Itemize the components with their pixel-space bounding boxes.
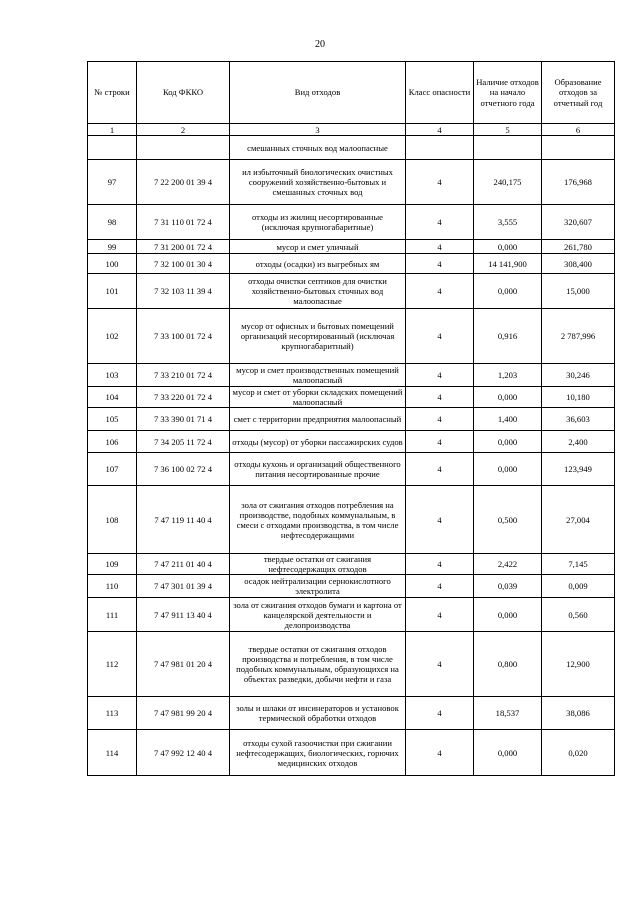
row-number: 107 — [88, 453, 137, 486]
generated-amount: 10,180 — [542, 387, 615, 408]
start-amount: 0,916 — [474, 309, 542, 364]
table-row — [88, 554, 615, 575]
start-amount: 1,203 — [474, 364, 542, 387]
row-number: 110 — [88, 575, 137, 598]
waste-type: зола от сжигания отходов потребления на производстве, подобных коммунальным, в смеси с отходами производства, в том числе нефтесодержащими — [230, 486, 406, 554]
start-amount: 0,000 — [474, 730, 542, 776]
column-number-row — [88, 124, 615, 136]
hazard-class: 4 — [406, 254, 474, 274]
row-number: 98 — [88, 205, 137, 240]
fkko-code: 7 34 205 11 72 4 — [137, 431, 230, 453]
fkko-code: 7 32 100 01 30 4 — [137, 254, 230, 274]
start-amount: 0,000 — [474, 240, 542, 254]
generated-amount: 2,400 — [542, 431, 615, 453]
start-amount: 2,422 — [474, 554, 542, 575]
fkko-code: 7 33 390 01 71 4 — [137, 408, 230, 431]
waste-type: твердые остатки от сжигания нефтесодержащих отходов — [230, 554, 406, 575]
generated-amount: 320,607 — [542, 205, 615, 240]
row-number: 104 — [88, 387, 137, 408]
hazard-class: 4 — [406, 431, 474, 453]
start-amount: 0,000 — [474, 453, 542, 486]
hazard-class — [406, 136, 474, 160]
generated-amount: 261,780 — [542, 240, 615, 254]
table-row — [88, 136, 615, 160]
fkko-code: 7 31 110 01 72 4 — [137, 205, 230, 240]
hazard-class: 4 — [406, 309, 474, 364]
hazard-class: 4 — [406, 632, 474, 697]
waste-table — [87, 61, 615, 776]
generated-amount: 123,949 — [542, 453, 615, 486]
fkko-code: 7 33 100 01 72 4 — [137, 309, 230, 364]
table-row — [88, 632, 615, 697]
table-row — [88, 364, 615, 387]
row-number — [88, 136, 137, 160]
start-amount: 3,555 — [474, 205, 542, 240]
row-number: 97 — [88, 160, 137, 205]
waste-type: отходы из жилищ несортированные (исключая крупногабаритные) — [230, 205, 406, 240]
generated-amount: 27,004 — [542, 486, 615, 554]
hazard-class: 4 — [406, 205, 474, 240]
hazard-class: 4 — [406, 408, 474, 431]
hazard-class: 4 — [406, 240, 474, 254]
waste-type: отходы (осадки) из выгребных ям — [230, 254, 406, 274]
table-row — [88, 205, 615, 240]
row-number: 100 — [88, 254, 137, 274]
column-number: 3 — [230, 124, 406, 136]
generated-amount: 38,086 — [542, 697, 615, 730]
generated-amount: 2 787,996 — [542, 309, 615, 364]
waste-type: смешанных сточных вод малоопасные — [230, 136, 406, 160]
hazard-class: 4 — [406, 554, 474, 575]
generated-amount: 36,603 — [542, 408, 615, 431]
row-number: 101 — [88, 274, 137, 309]
table-row — [88, 486, 615, 554]
table-body — [88, 136, 615, 776]
table-row — [88, 408, 615, 431]
hazard-class: 4 — [406, 160, 474, 205]
fkko-code: 7 47 992 12 40 4 — [137, 730, 230, 776]
generated-amount: 0,560 — [542, 598, 615, 632]
generated-amount: 0,009 — [542, 575, 615, 598]
table-row — [88, 274, 615, 309]
start-amount: 0,000 — [474, 431, 542, 453]
start-amount: 14 141,900 — [474, 254, 542, 274]
hazard-class: 4 — [406, 387, 474, 408]
table-row — [88, 254, 615, 274]
column-number: 2 — [137, 124, 230, 136]
table-row — [88, 453, 615, 486]
row-number: 111 — [88, 598, 137, 632]
fkko-code: 7 47 981 01 20 4 — [137, 632, 230, 697]
table-row — [88, 160, 615, 205]
waste-type: мусор от офисных и бытовых помещений организаций несортированный (исключая крупногабаритный) — [230, 309, 406, 364]
generated-amount: 30,246 — [542, 364, 615, 387]
fkko-code: 7 47 301 01 39 4 — [137, 575, 230, 598]
hazard-class: 4 — [406, 697, 474, 730]
fkko-code: 7 22 200 01 39 4 — [137, 160, 230, 205]
waste-type: смет с территории предприятия малоопасный — [230, 408, 406, 431]
row-number: 108 — [88, 486, 137, 554]
table-row — [88, 309, 615, 364]
waste-type: осадок нейтрализации сернокислотного электролита — [230, 575, 406, 598]
hazard-class: 4 — [406, 575, 474, 598]
header-waste-type: Вид отходов — [230, 62, 406, 124]
start-amount: 0,500 — [474, 486, 542, 554]
table-row — [88, 240, 615, 254]
row-number: 102 — [88, 309, 137, 364]
hazard-class: 4 — [406, 364, 474, 387]
generated-amount: 0,020 — [542, 730, 615, 776]
fkko-code: 7 32 103 11 39 4 — [137, 274, 230, 309]
row-number: 103 — [88, 364, 137, 387]
start-amount: 1,400 — [474, 408, 542, 431]
table-row — [88, 730, 615, 776]
start-amount: 0,800 — [474, 632, 542, 697]
generated-amount: 7,145 — [542, 554, 615, 575]
table-row — [88, 387, 615, 408]
generated-amount: 12,900 — [542, 632, 615, 697]
start-amount: 0,000 — [474, 274, 542, 309]
hazard-class: 4 — [406, 598, 474, 632]
header-fkko-code: Код ФККО — [137, 62, 230, 124]
row-number: 109 — [88, 554, 137, 575]
generated-amount: 176,968 — [542, 160, 615, 205]
fkko-code: 7 31 200 01 72 4 — [137, 240, 230, 254]
row-number: 106 — [88, 431, 137, 453]
start-amount: 0,000 — [474, 598, 542, 632]
start-amount: 0,000 — [474, 387, 542, 408]
table-row — [88, 575, 615, 598]
waste-type: мусор и смет от уборки складских помещений малоопасный — [230, 387, 406, 408]
header-hazard-class: Класс опасности — [406, 62, 474, 124]
start-amount: 18,537 — [474, 697, 542, 730]
generated-amount — [542, 136, 615, 160]
waste-type: золы и шлаки от инсинераторов и установок термической обработки отходов — [230, 697, 406, 730]
column-number: 1 — [88, 124, 137, 136]
waste-type: отходы сухой газоочистки при сжигании нефтесодержащих, биологических, горючих медицинских отходов — [230, 730, 406, 776]
waste-type: ил избыточный биологических очистных сооружений хозяйственно-бытовых и смешанных сточных вод — [230, 160, 406, 205]
column-number: 4 — [406, 124, 474, 136]
waste-type: мусор и смет уличный — [230, 240, 406, 254]
start-amount — [474, 136, 542, 160]
fkko-code: 7 47 119 11 40 4 — [137, 486, 230, 554]
waste-type: мусор и смет производственных помещений малоопасный — [230, 364, 406, 387]
row-number: 114 — [88, 730, 137, 776]
fkko-code: 7 47 911 13 40 4 — [137, 598, 230, 632]
fkko-code: 7 36 100 02 72 4 — [137, 453, 230, 486]
table-row — [88, 431, 615, 453]
waste-type: твердые остатки от сжигания отходов производства и потребления, в том числе подобных коммунальным, образующихся на объектах разведки, добычи нефти и газа — [230, 632, 406, 697]
waste-type: отходы кухонь и организаций общественного питания несортированные прочие — [230, 453, 406, 486]
row-number: 112 — [88, 632, 137, 697]
header-start-amount: Наличие отходов на начало отчетного года — [474, 62, 542, 124]
generated-amount: 15,000 — [542, 274, 615, 309]
hazard-class: 4 — [406, 730, 474, 776]
hazard-class: 4 — [406, 486, 474, 554]
start-amount: 0,039 — [474, 575, 542, 598]
column-number: 6 — [542, 124, 615, 136]
row-number: 99 — [88, 240, 137, 254]
waste-type: отходы (мусор) от уборки пассажирских судов — [230, 431, 406, 453]
header-generated: Образование отходов за отчетный год — [542, 62, 615, 124]
header-row-no: № строки — [88, 62, 137, 124]
fkko-code: 7 33 220 01 72 4 — [137, 387, 230, 408]
hazard-class: 4 — [406, 453, 474, 486]
row-number: 113 — [88, 697, 137, 730]
fkko-code: 7 33 210 01 72 4 — [137, 364, 230, 387]
row-number: 105 — [88, 408, 137, 431]
header-row — [88, 62, 615, 124]
fkko-code: 7 47 211 01 40 4 — [137, 554, 230, 575]
fkko-code: 7 47 981 99 20 4 — [137, 697, 230, 730]
waste-type: отходы очистки септиков для очистки хозяйственно-бытовых сточных вод малоопасные — [230, 274, 406, 309]
table-row — [88, 697, 615, 730]
column-number: 5 — [474, 124, 542, 136]
hazard-class: 4 — [406, 274, 474, 309]
waste-type: зола от сжигания отходов бумаги и картона от канцелярской деятельности и делопроизводства — [230, 598, 406, 632]
start-amount: 240,175 — [474, 160, 542, 205]
table-row — [88, 598, 615, 632]
fkko-code — [137, 136, 230, 160]
page-number: 20 — [315, 39, 325, 50]
generated-amount: 308,400 — [542, 254, 615, 274]
